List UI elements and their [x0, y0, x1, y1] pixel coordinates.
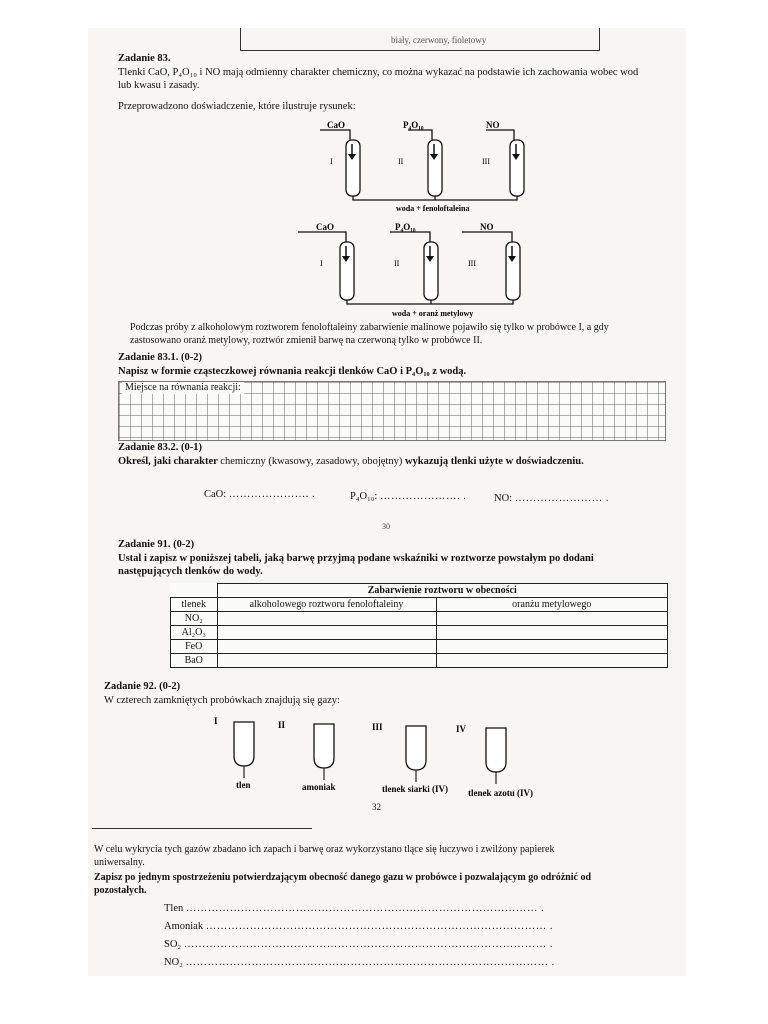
table-cell-phenolphthalein[interactable] — [217, 612, 436, 626]
tube2-oxide-label: P₄O₁₀ — [395, 222, 416, 232]
table-row-oxide: FeO — [171, 640, 218, 654]
table-header-group: Zabarwienie roztworu w obecności — [217, 584, 668, 598]
test-tube-icon — [510, 140, 524, 196]
tube-roman-II: II — [278, 720, 286, 730]
tube1-roman: I — [330, 157, 333, 166]
reagent-label-2: woda + oranż metylowy — [392, 309, 474, 318]
table-cell-phenolphthalein[interactable] — [217, 654, 436, 668]
task83-1-instruction: Napisz w formie cząsteczkowej równania reakcji tlenków CaO i P₄O₁₀ z wodą. — [118, 366, 467, 377]
test-tube-icon — [428, 140, 442, 196]
task83-experiment-intro: Przeprowadzono doświadczenie, które ilustruje rysunek: — [118, 101, 356, 112]
task83-intro-line1: Tlenki CaO, P₄O₁₀ i NO mają odmienny charakter chemiczny, co można wykazać na podstawie ich zachowania wobec wod — [118, 67, 639, 78]
task83-intro-line2: lub kwasu i zasady. — [118, 80, 200, 91]
table-cell-phenolphthalein[interactable] — [217, 626, 436, 640]
answer-ammonia[interactable]: Amoniak ………………………………………………………………………………… . — [164, 921, 553, 932]
test-tube-icon — [346, 140, 360, 196]
task83-1-title: Zadanie 83.1. (0-2) — [118, 352, 202, 363]
answer-no2[interactable]: NO₂ ……………………………………………………………………………………… . — [164, 957, 555, 968]
task92-instruction-line1: Zapisz po jednym spostrzeżeniu potwierdzającym obecność danego gazu w probówce i pozwalającym go odróżnić od — [94, 872, 592, 883]
closed-test-tube-icon — [406, 726, 426, 782]
answer-oxygen[interactable]: Tlen …………………………………………………………………………………… . — [164, 903, 545, 914]
task92-title: Zadanie 92. (0-2) — [104, 681, 181, 692]
table-header-phenolphthalein: alkoholowego roztworu fenoloftaleiny — [217, 598, 436, 612]
gas-label-oxygen: tlen — [236, 780, 251, 790]
tube1-roman: I — [320, 259, 323, 268]
tube3-oxide-label: NO — [486, 120, 500, 130]
tube1-oxide-label: CaO — [316, 222, 334, 232]
answer-grid[interactable] — [118, 381, 666, 441]
table-cell-methyl-orange[interactable] — [436, 640, 668, 654]
page-separator — [92, 828, 312, 829]
answer-grid-caption: Miejsce na równania reakcji: — [122, 382, 244, 394]
task83-2-title: Zadanie 83.2. (0-1) — [118, 442, 202, 453]
experiment-diagram-phenolphthalein — [290, 116, 540, 218]
experiment-diagram-methyl-orange — [290, 218, 540, 322]
closed-test-tube-icon — [234, 722, 254, 778]
gas-label-no2: tlenek azotu (IV) — [468, 788, 533, 798]
tube2-roman: II — [398, 157, 404, 166]
answer-so2[interactable]: SO₂ ……………………………………………………………………………………… . — [164, 939, 553, 950]
task91-instruction-line2: następujących tlenków do wody. — [118, 566, 263, 577]
closed-test-tube-icon — [314, 724, 334, 780]
gas-label-ammonia: amoniak — [302, 782, 336, 792]
tube-roman-IV: IV — [456, 724, 467, 734]
task83-2-instruction: Określ, jaki charakter chemiczny (kwasowy, zasadowy, obojętny) wykazują tlenki użyte w doświadczeniu. — [118, 456, 584, 467]
task92-intro: W czterech zamkniętych probówkach znajdują się gazy: — [104, 695, 340, 706]
previous-table-text: biały, czerwony, fioletowy — [391, 35, 487, 45]
table-cell-methyl-orange[interactable] — [436, 654, 668, 668]
task83-observation-line2: zastosowano oranż metylowy, roztwór zmienił barwę na czerwoną tylko w probówce II. — [130, 335, 483, 346]
table-cell-methyl-orange[interactable] — [436, 612, 668, 626]
tube-roman-III: III — [372, 722, 383, 732]
page-number-30: 30 — [382, 522, 390, 531]
page-number-32: 32 — [372, 802, 381, 812]
gas-label-so2: tlenek siarki (IV) — [382, 784, 448, 794]
gas-tubes-diagram — [200, 712, 570, 804]
table-cell-phenolphthalein[interactable] — [217, 640, 436, 654]
table-row-oxide: Al₂O₃ — [171, 626, 218, 640]
tube2-roman: II — [394, 259, 400, 268]
answer-p4o10[interactable]: P₄O₁₀: …………………. . — [350, 491, 467, 502]
tube3-roman: III — [468, 259, 476, 268]
test-tube-icon — [340, 242, 354, 300]
task91-instruction-line1: Ustal i zapisz w poniższej tabeli, jaką barwę przyjmą podane wskaźniki w roztworze powstałym po dodani — [118, 553, 594, 564]
task83-observation-line1: Podczas próby z alkoholowym roztworem fenoloftaleiny zabarwienie malinowe pojawiło się tylko w probówce I, a gdy — [130, 322, 609, 333]
task92-instruction-line2: pozostałych. — [94, 885, 147, 896]
task92-detection-line1: W celu wykrycia tych gazów zbadano ich zapach i barwę oraz wykorzystano tlące się łuczywo i zwilżony papierek — [94, 844, 555, 855]
task91-title: Zadanie 91. (0-2) — [118, 539, 195, 550]
tube3-roman: III — [482, 157, 490, 166]
reagent-label-1: woda + fenoloftaleina — [396, 204, 470, 213]
closed-test-tube-icon — [486, 728, 506, 784]
table-row — [171, 612, 668, 626]
answer-no[interactable]: NO: …………………… . — [494, 493, 609, 504]
test-tube-icon — [506, 242, 520, 300]
task83-title: Zadanie 83. — [118, 53, 171, 64]
answer-cao[interactable]: CaO: …………………. . — [204, 489, 316, 500]
table-row — [171, 626, 668, 640]
tube2-oxide-label: P₄O₁₀ — [403, 120, 424, 130]
table-header-methyl-orange: oranżu metylowego — [436, 598, 668, 612]
tube1-oxide-label: CaO — [327, 120, 345, 130]
task92-detection-line2: uniwersalny. — [94, 857, 145, 868]
tube-roman-I: I — [214, 716, 218, 726]
table-row-oxide: BaO — [171, 654, 218, 668]
table-cell-methyl-orange[interactable] — [436, 626, 668, 640]
test-tube-icon — [424, 242, 438, 300]
table-row-oxide: NO₂ — [171, 612, 218, 626]
table-row — [171, 654, 668, 668]
tube3-oxide-label: NO — [480, 222, 494, 232]
table-header-oxide: tlenek — [171, 598, 218, 612]
previous-table-fragment — [240, 28, 600, 51]
table-row — [171, 640, 668, 654]
indicator-table — [170, 583, 668, 668]
